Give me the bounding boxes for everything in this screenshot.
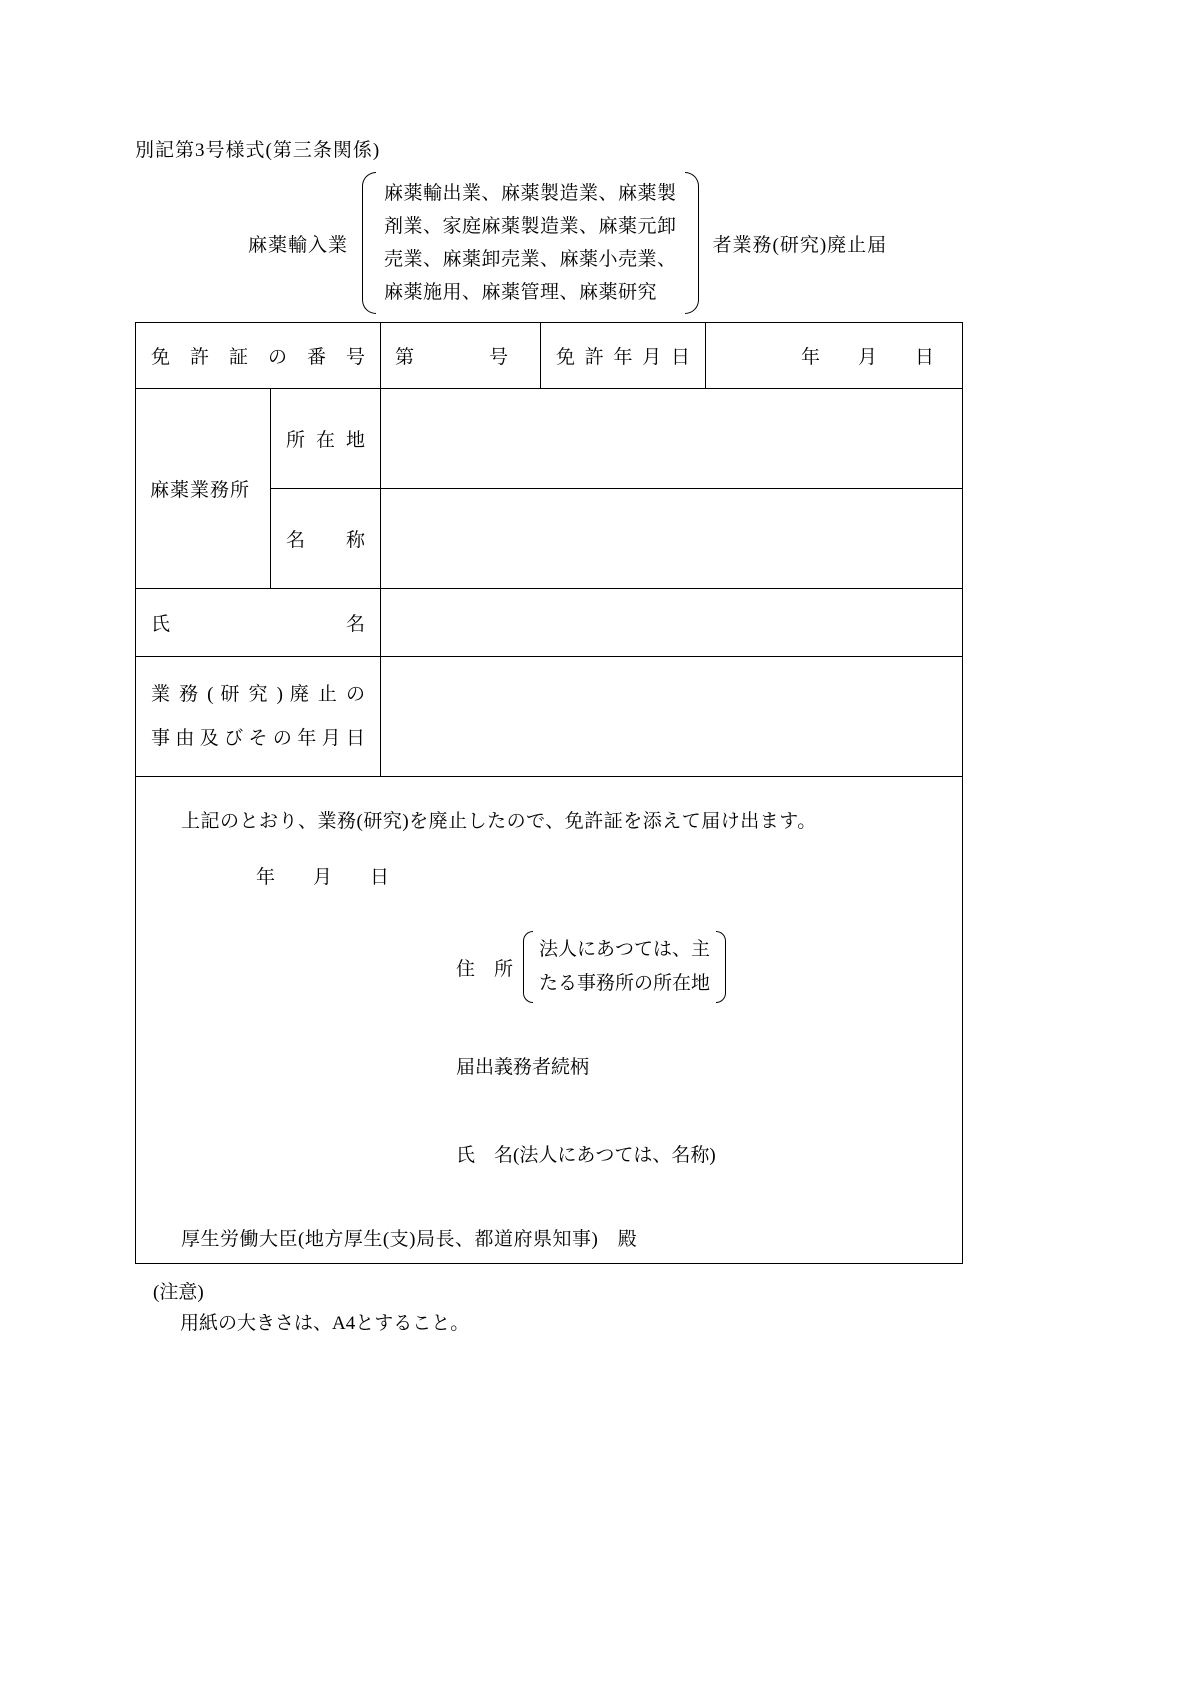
form-title: 別記第3号様式(第三条関係) <box>135 140 381 161</box>
person-name-label: 氏 名 <box>136 589 381 657</box>
office-name-label: 名 称 <box>271 489 381 589</box>
license-date-label: 免 許 年 月 日 <box>541 323 706 389</box>
business-type-line: 剤業、家庭麻薬製造業、麻薬元卸 <box>384 216 677 237</box>
address-note-line: 法人にあつては、主 <box>539 939 711 960</box>
business-type-list <box>376 172 685 314</box>
abolition-value <box>381 657 963 777</box>
note-section <box>135 1280 962 1337</box>
business-type-line: 売業、麻薬卸売業、麻薬小売業、 <box>384 249 677 270</box>
dai-label: 第 <box>395 347 415 368</box>
address-note-line: たる事務所の所在地 <box>539 973 711 994</box>
name-line: 氏 名(法人にあつては、名称) <box>456 1145 716 1166</box>
business-type-line: 麻薬施用、麻薬管理、麻薬研究 <box>384 282 658 303</box>
right-bracket <box>685 172 699 314</box>
office-label: 麻薬業務所 <box>136 389 271 589</box>
abolition-label-line: 事 由 及 び そ の 年 月 日 <box>151 727 366 749</box>
declaration-date-line: 年 月 日 <box>256 867 390 888</box>
license-row <box>136 323 963 389</box>
person-name-value <box>381 589 963 657</box>
form-content <box>135 135 962 1337</box>
heading-prefix: 麻薬輸入業 <box>248 234 349 256</box>
abolition-row <box>136 657 963 777</box>
go-label: 号 <box>489 347 509 368</box>
office-address-value <box>381 389 963 489</box>
left-bracket <box>362 172 376 314</box>
addressee-line: 厚生労働大臣(地方厚生(支)局長、都道府県知事) 殿 <box>181 1229 638 1250</box>
abolition-label <box>136 657 381 777</box>
office-address-row <box>136 389 963 489</box>
heading-suffix: 者業務(研究)廃止届 <box>712 234 888 256</box>
license-date-value: 年 月 日 <box>706 323 963 389</box>
abolition-label-line: 業 務 ( 研 究 ) 廃 止 の <box>151 683 366 705</box>
license-number-value <box>381 342 540 369</box>
address-label: 住 所 <box>456 958 514 980</box>
left-bracket <box>523 931 533 1003</box>
form-table <box>135 322 963 1264</box>
relation-label: 届出義務者続柄 <box>456 1057 590 1078</box>
license-number-label: 免 許 証 の 番 号 <box>136 323 381 389</box>
person-name-row <box>136 589 963 657</box>
business-type-bracket-group <box>362 172 699 314</box>
note-body: 用紙の大きさは、A4とすること。 <box>180 1313 470 1334</box>
address-note-text <box>533 931 716 1003</box>
business-type-line: 麻薬輸出業、麻薬製造業、麻薬製 <box>384 183 677 204</box>
declaration-row <box>136 777 963 1264</box>
declaration-text: 上記のとおり、業務(研究)を廃止したので、免許証を添えて届け出ます。 <box>181 811 817 832</box>
declaration-cell <box>136 777 963 1264</box>
address-row <box>456 931 942 1003</box>
office-name-value <box>381 489 963 589</box>
right-bracket <box>716 931 726 1003</box>
license-number-cell <box>381 323 541 389</box>
office-address-label: 所 在 地 <box>271 389 381 489</box>
address-note-bracket-group <box>523 931 726 1003</box>
form-heading <box>135 172 962 314</box>
note-heading: (注意) <box>153 1282 204 1303</box>
